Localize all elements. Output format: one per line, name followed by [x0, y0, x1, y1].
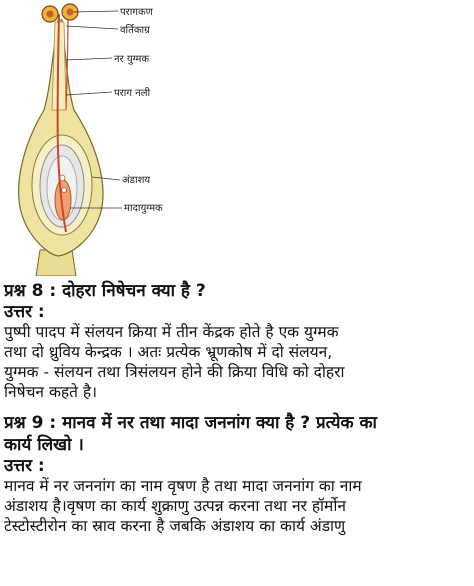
flower-fertilization-diagram	[0, 0, 474, 276]
answer-9-heading: उत्तर :	[4, 456, 45, 476]
answer-8-line: निषेचन कहते है।	[4, 383, 97, 401]
answer-8-heading: उत्तर :	[4, 302, 45, 322]
pollen-tube-label: पराग नली	[114, 88, 151, 99]
question-9-line: कार्य लिखो ।	[4, 435, 84, 455]
answer-9-line: टेस्टोस्टीरोन का स्राव करना है जबकि अंडाशय का कार्य अंडाणु	[4, 517, 346, 535]
qa-content	[4, 280, 470, 536]
answer-9-line: मानव में नर जननांग का नाम वृषण है तथा मादा जननांग का नाम	[4, 477, 362, 495]
answer-8-line: तथा दो ध्रुविय केन्द्रक । अतः प्रत्येक भ्रूणकोष में दो संलयन,	[4, 343, 333, 361]
pistil-illustration	[0, 0, 474, 276]
female-gamete-label: मादायुग्मक	[124, 203, 163, 214]
answer-8-line: पुष्पी पादप में संलयन क्रिया में तीन केंद्रक होते है एक युग्मक	[4, 323, 339, 341]
pollen-grain-label: परागकण	[120, 7, 153, 18]
answer-8-line: युग्मक - संलयन तथा त्रिसंलयन होने की क्रिया विधि को दोहरा	[4, 363, 345, 381]
question-9-line: प्रश्न 9 : मानव में नर तथा मादा जननांग क्या है ? प्रत्येक का	[4, 413, 377, 433]
ovary-label: अंडाशय	[122, 175, 151, 186]
question-8: प्रश्न 8 : दोहरा निषेचन क्या है ?	[4, 281, 206, 301]
answer-9-line: अंडाशय है।वृषण का कार्य शुक्राणु उत्पन्न करना तथा नर हॉर्मोन	[4, 497, 346, 515]
stigma-label: वर्तिकाग्र	[120, 25, 150, 36]
male-gamete-label: नर युग्मक	[114, 54, 150, 65]
